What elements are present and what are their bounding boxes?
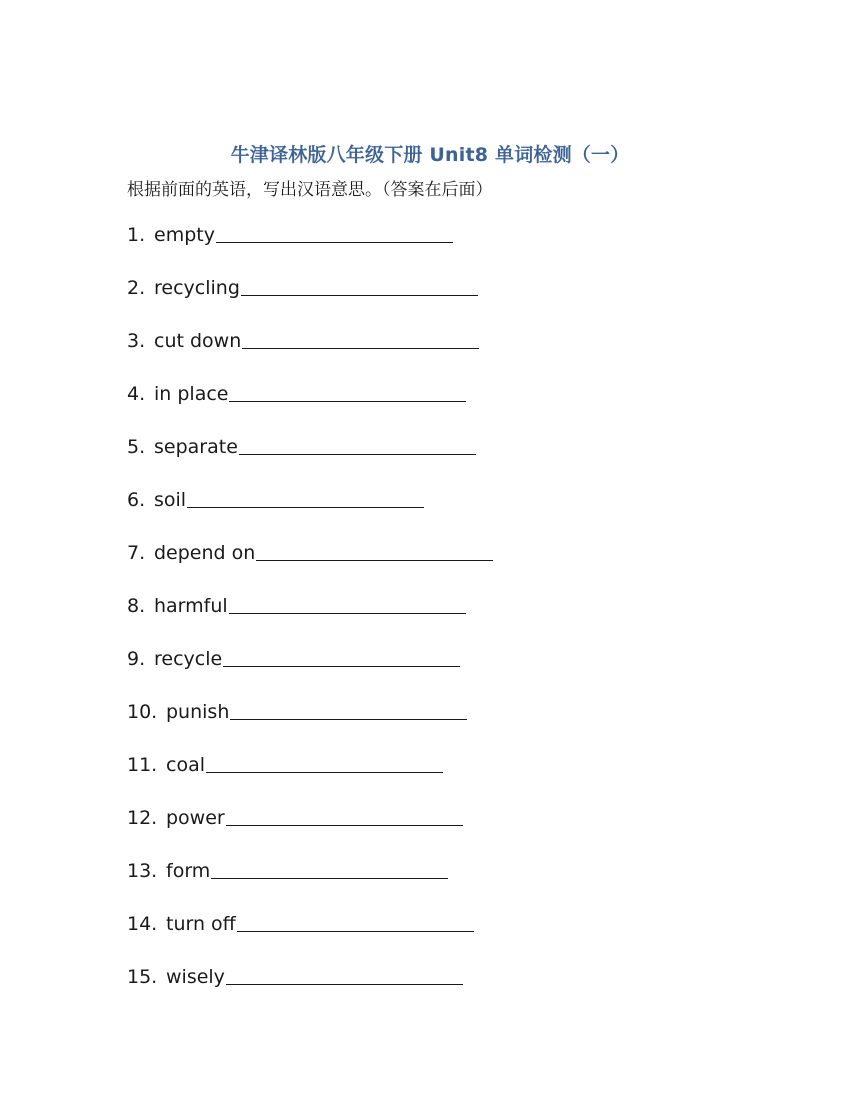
answer-blank[interactable] — [187, 487, 424, 508]
list-item — [127, 646, 493, 699]
answer-blank[interactable] — [237, 911, 474, 932]
item-number: 12. — [127, 807, 158, 829]
item-number: 11. — [127, 754, 158, 776]
item-word: empty — [154, 224, 215, 246]
item-word: separate — [154, 436, 238, 458]
vocabulary-list — [127, 222, 493, 1017]
item-word: in place — [154, 383, 229, 405]
item-number: 2. — [127, 277, 146, 299]
list-item — [127, 858, 493, 911]
answer-blank[interactable] — [230, 699, 467, 720]
answer-blank[interactable] — [239, 434, 476, 455]
item-word: punish — [166, 701, 230, 723]
list-item — [127, 699, 493, 752]
item-number: 1. — [127, 224, 146, 246]
instruction-text: 根据前面的英语，写出汉语意思。（答案在后面） — [127, 180, 493, 200]
list-item — [127, 328, 493, 381]
item-word: turn off — [166, 913, 236, 935]
list-item — [127, 911, 493, 964]
list-item — [127, 434, 493, 487]
item-word: recycle — [154, 648, 223, 670]
item-word: coal — [166, 754, 205, 776]
item-word: wisely — [166, 966, 225, 988]
item-number: 5. — [127, 436, 146, 458]
answer-blank[interactable] — [216, 222, 453, 243]
list-item — [127, 805, 493, 858]
answer-blank[interactable] — [229, 381, 466, 402]
list-item — [127, 540, 493, 593]
page-title: 牛津译林版八年级下册 Unit8 单词检测（一） — [230, 144, 630, 166]
answer-blank[interactable] — [256, 540, 493, 561]
list-item — [127, 222, 493, 275]
list-item — [127, 275, 493, 328]
item-number: 10. — [127, 701, 158, 723]
item-word: recycling — [154, 277, 240, 299]
answer-blank[interactable] — [223, 646, 460, 667]
item-number: 13. — [127, 860, 158, 882]
item-number: 6. — [127, 489, 146, 511]
list-item — [127, 381, 493, 434]
list-item — [127, 964, 493, 1017]
answer-blank[interactable] — [242, 328, 479, 349]
item-word: form — [166, 860, 211, 882]
item-number: 15. — [127, 966, 158, 988]
item-number: 3. — [127, 330, 146, 352]
item-number: 7. — [127, 542, 146, 564]
list-item — [127, 487, 493, 540]
item-word: depend on — [154, 542, 256, 564]
item-number: 4. — [127, 383, 146, 405]
item-word: power — [166, 807, 225, 829]
answer-blank[interactable] — [229, 593, 466, 614]
answer-blank[interactable] — [211, 858, 448, 879]
list-item — [127, 752, 493, 805]
item-number: 8. — [127, 595, 146, 617]
item-word: cut down — [154, 330, 242, 352]
answer-blank[interactable] — [226, 805, 463, 826]
answer-blank[interactable] — [206, 752, 443, 773]
answer-blank[interactable] — [241, 275, 478, 296]
item-number: 9. — [127, 648, 146, 670]
list-item — [127, 593, 493, 646]
answer-blank[interactable] — [226, 964, 463, 985]
item-number: 14. — [127, 913, 158, 935]
item-word: soil — [154, 489, 187, 511]
item-word: harmful — [154, 595, 228, 617]
